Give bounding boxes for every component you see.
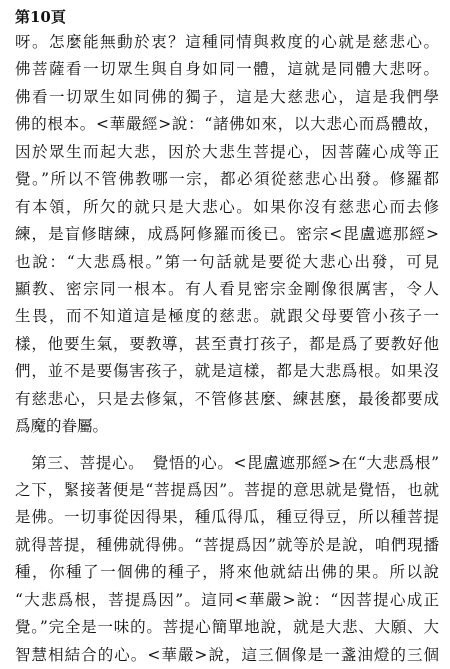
- text-line: 種，你種了一個佛的種子，將來他就結出佛的果。所以說: [15, 563, 439, 582]
- text-line: 有慈悲心，只是去修氣，不管修甚麼、練甚麼，最後都要成: [15, 389, 439, 408]
- text-line: 覺。”完全是一味的。菩提心簡單地說，就是大悲、大願、大: [15, 618, 439, 637]
- text-line: 佛的根本。<華嚴經>說：“諸佛如來，以大悲心而爲體故，: [15, 115, 439, 134]
- page-number-heading: 第10頁: [15, 8, 66, 26]
- text-line: 練，是盲修瞎練，成爲阿修羅而後已。密宗<毘盧遮那經>: [15, 225, 439, 244]
- text-line: 佛看一切眾生如同佛的獨子，這是大慈悲心，這是我們學: [15, 87, 439, 106]
- text-line: 覺。”所以不管佛教哪一宗，都必須從慈悲心出發。修羅都: [15, 170, 439, 189]
- text-line: 呀。怎麼能無動於衷？這種同情與救度的心就是慈悲心。: [15, 33, 439, 51]
- body-text: [15, 29, 439, 669]
- text-line: 們，並不是要傷害孩子，就是這樣，都是大悲爲根。如果沒: [15, 362, 439, 381]
- text-line: 爲魔的眷屬。: [15, 417, 109, 436]
- text-line: 智慧相結合的心。<華嚴>說，這三個像是一盞油燈的三個: [15, 645, 439, 664]
- text-line: 佛菩薩看一切眾生與自身如同一體，這就是同體大悲呀。: [15, 60, 439, 79]
- text-line: 也說：“大悲爲根。”第一句話就是要從大悲心出發，可見: [15, 252, 439, 271]
- text-line: 有本領，所欠的就只是大悲心。如果你沒有慈悲心而去修: [15, 197, 439, 216]
- text-line: 就得菩提，種佛就得佛。“菩提爲因”就等於是說，咱們現播: [15, 535, 439, 554]
- text-line: “大悲爲根，菩提爲因”。這同<華嚴>說：“因菩提心成正: [15, 590, 439, 609]
- text-line: 第三、菩提心。 覺悟的心。<毘盧遮那經>在“大悲爲根”: [15, 453, 439, 472]
- text-line: 樣，他要生氣，要教導，甚至責打孩子，都是爲了要教好他: [15, 334, 439, 353]
- text-line: 生畏，而不知道這是極度的慈悲。就跟父母要管小孩子一: [15, 307, 439, 326]
- text-line: 之下，緊接著便是“菩提爲因”。菩提的意思就是覺悟，也就: [15, 481, 439, 499]
- text-line: 是佛。一切事從因得果，種瓜得瓜，種豆得豆，所以種菩提: [15, 508, 439, 527]
- text-line: 顯教、密宗同一根本。有人看見密宗金剛像很厲害，令人: [15, 279, 439, 298]
- text-line: 因於眾生而起大悲，因於大悲生菩提心，因菩薩心成等正: [15, 142, 439, 161]
